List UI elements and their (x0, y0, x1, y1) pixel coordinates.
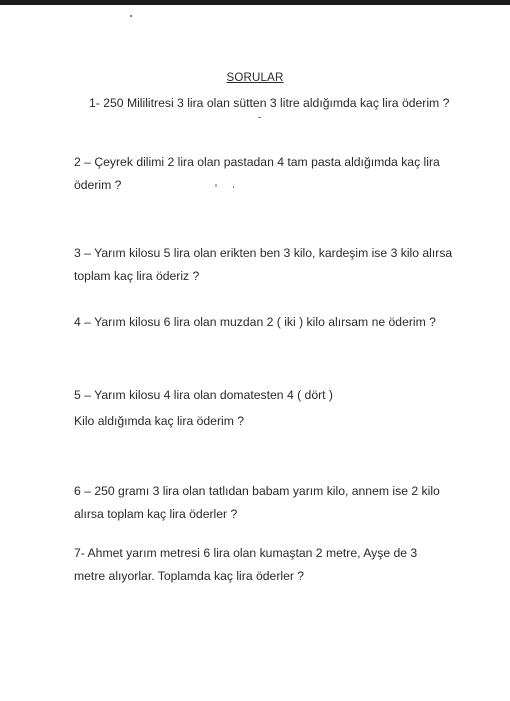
question-7 (74, 542, 417, 588)
question-line: 4 – Yarım kilosu 6 lira olan muzdan 2 ( iki ) kilo alırsam ne öderim ? (74, 315, 436, 329)
question-6 (74, 480, 440, 526)
question-line: toplam kaç lira öderiz ? (74, 269, 200, 283)
question-3 (74, 242, 452, 288)
question-line: 6 – 250 gramı 3 lira olan tatlıdan babam yarım kilo, annem ise 2 kilo (74, 484, 440, 498)
question-line: Kilo aldığımda kaç lira öderim ? (74, 414, 245, 428)
scan-top-edge (0, 0, 510, 5)
page-title: SORULAR (226, 72, 284, 84)
question-1 (89, 92, 449, 115)
question-4 (74, 311, 436, 334)
question-line: öderim ? (74, 178, 122, 192)
scan-speck (258, 117, 261, 118)
question-line: metre alıyorlar. Toplamda kaç lira öderler ? (74, 569, 305, 583)
question-line: 3 – Yarım kilosu 5 lira olan erikten ben 3 kilo, kardeşim ise 3 kilo alırsa (74, 246, 453, 260)
scan-speck (130, 15, 132, 17)
question-line: 2 – Çeyrek dilimi 2 lira olan pastadan 4 tam pasta aldığımda kaç lira (74, 155, 440, 169)
question-2 (74, 151, 440, 197)
question-line: 7- Ahmet yarım metresi 6 lira olan kumaştan 2 metre, Ayşe de 3 (74, 546, 418, 560)
question-line: alırsa toplam kaç lira öderler ? (74, 507, 238, 521)
question-line: 5 – Yarım kilosu 4 lira olan domatesten 4 ( dört ) (74, 388, 333, 402)
question-line: 1- 250 Mililitresi 3 lira olan sütten 3 litre aldığımda kaç lira öderim ? (89, 96, 450, 110)
question-5 (74, 382, 333, 434)
